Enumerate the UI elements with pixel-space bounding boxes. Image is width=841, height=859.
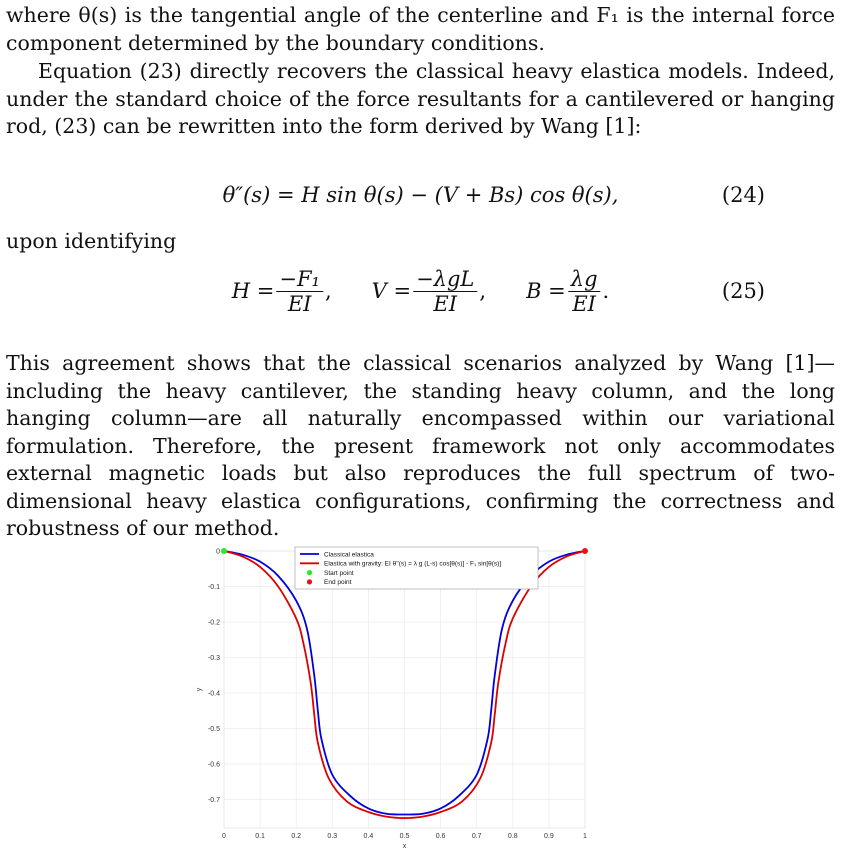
y-tick-label: -0.5 — [207, 726, 220, 734]
legend-start-label: Start point — [324, 569, 354, 577]
x-tick-label: 0.3 — [327, 833, 338, 840]
legend-gravity-label: Elastica with gravity: EI θ''(s) = λ g (L-s) cos[θ(s)] - F₁ sin[θ(s)] — [324, 560, 502, 568]
x-tick-label: 0.5 — [399, 833, 410, 840]
eq25-h-fraction — [276, 267, 323, 316]
y-tick-label: -0.3 — [207, 655, 220, 663]
x-tick-label: 0.2 — [291, 833, 302, 840]
y-tick-label: -0.2 — [207, 619, 220, 627]
eq25-b-fraction — [568, 267, 601, 316]
x-axis-label: x — [402, 843, 407, 850]
y-axis-label: y — [196, 687, 203, 692]
legend-start-swatch — [307, 570, 312, 575]
elastica-chart — [189, 539, 609, 857]
paragraph-4: This agreement shows that the classical scenarios analyzed by Wang [1]—including the heavy cantilever, the standing heavy column, and the long hanging column—are all naturally encompassed within our variational formulation. Therefore, the present framework not only accommodates external magnetic loads but also reproduces the full spectrum of two-dimensional heavy elastica configurations, confirming the correctness and robustness of our method. — [6, 351, 835, 540]
x-tick-label: 0.8 — [507, 833, 518, 840]
legend-end-swatch — [307, 579, 312, 584]
equation-24 — [0, 170, 841, 220]
x-tick-label: 0.4 — [363, 833, 374, 840]
equation-25-body: H = $\frac{\text{−F₁}}{EI}$ , V = $\frac{\text{−λgL}}{EI}$ , B = $\frac{\lambda g}{EI}$ . — [231, 266, 610, 316]
y-tick-label: 0 — [216, 548, 220, 556]
eq25-h-numerator: −F₁ — [276, 267, 323, 292]
paragraph-1: where θ(s) is the tangential angle of the centerline and F₁ is the internal force component determined by the boundary conditions. — [6, 3, 835, 55]
legend-classical-label: Classical elastica — [324, 551, 374, 559]
eq25-h-lhs: H = — [231, 279, 275, 303]
start-point-marker — [221, 548, 227, 554]
eq25-b-numerator: λg — [568, 267, 601, 292]
y-tick-label: -0.4 — [207, 690, 220, 698]
paragraph-3: upon identifying — [6, 229, 177, 253]
x-tick-label: 0.9 — [544, 833, 554, 840]
eq25-v-fraction — [413, 267, 477, 316]
paragraph-2: Equation (23) directly recovers the classical heavy elastica models. Indeed, under the standard choice of the force resultants for a cantilevered or hanging rod, (23) can be rewritten into the form derived by Wang [1]: — [6, 59, 835, 138]
eq25-v-denominator: EI — [433, 291, 458, 316]
y-tick-label: -0.7 — [207, 797, 220, 805]
eq25-v-numerator: −λgL — [413, 267, 477, 292]
x-tick-label: 0.6 — [435, 833, 446, 840]
eq25-b-denominator: EI — [572, 291, 596, 316]
x-tick-label: 0.1 — [255, 833, 265, 840]
x-tick-label: 0.7 — [471, 833, 482, 840]
equation-24-body: θ″(s) = H sin θ(s) − (V + Bs) cos θ(s), — [222, 183, 619, 207]
eq25-v-lhs: V = — [371, 279, 412, 303]
x-tick-label: 0 — [222, 833, 226, 840]
equation-25-number: (25) — [721, 279, 765, 303]
equation-24-number: (24) — [721, 183, 765, 207]
equation-25 — [0, 266, 841, 316]
eq25-b-lhs: B = — [526, 279, 566, 303]
y-tick-label: -0.6 — [207, 761, 220, 769]
eq25-h-denominator: EI — [287, 291, 312, 316]
legend-end-label: End point — [324, 579, 352, 587]
y-tick-label: -0.1 — [207, 584, 220, 592]
end-point-marker — [582, 548, 588, 554]
x-tick-label: 1 — [583, 833, 587, 840]
